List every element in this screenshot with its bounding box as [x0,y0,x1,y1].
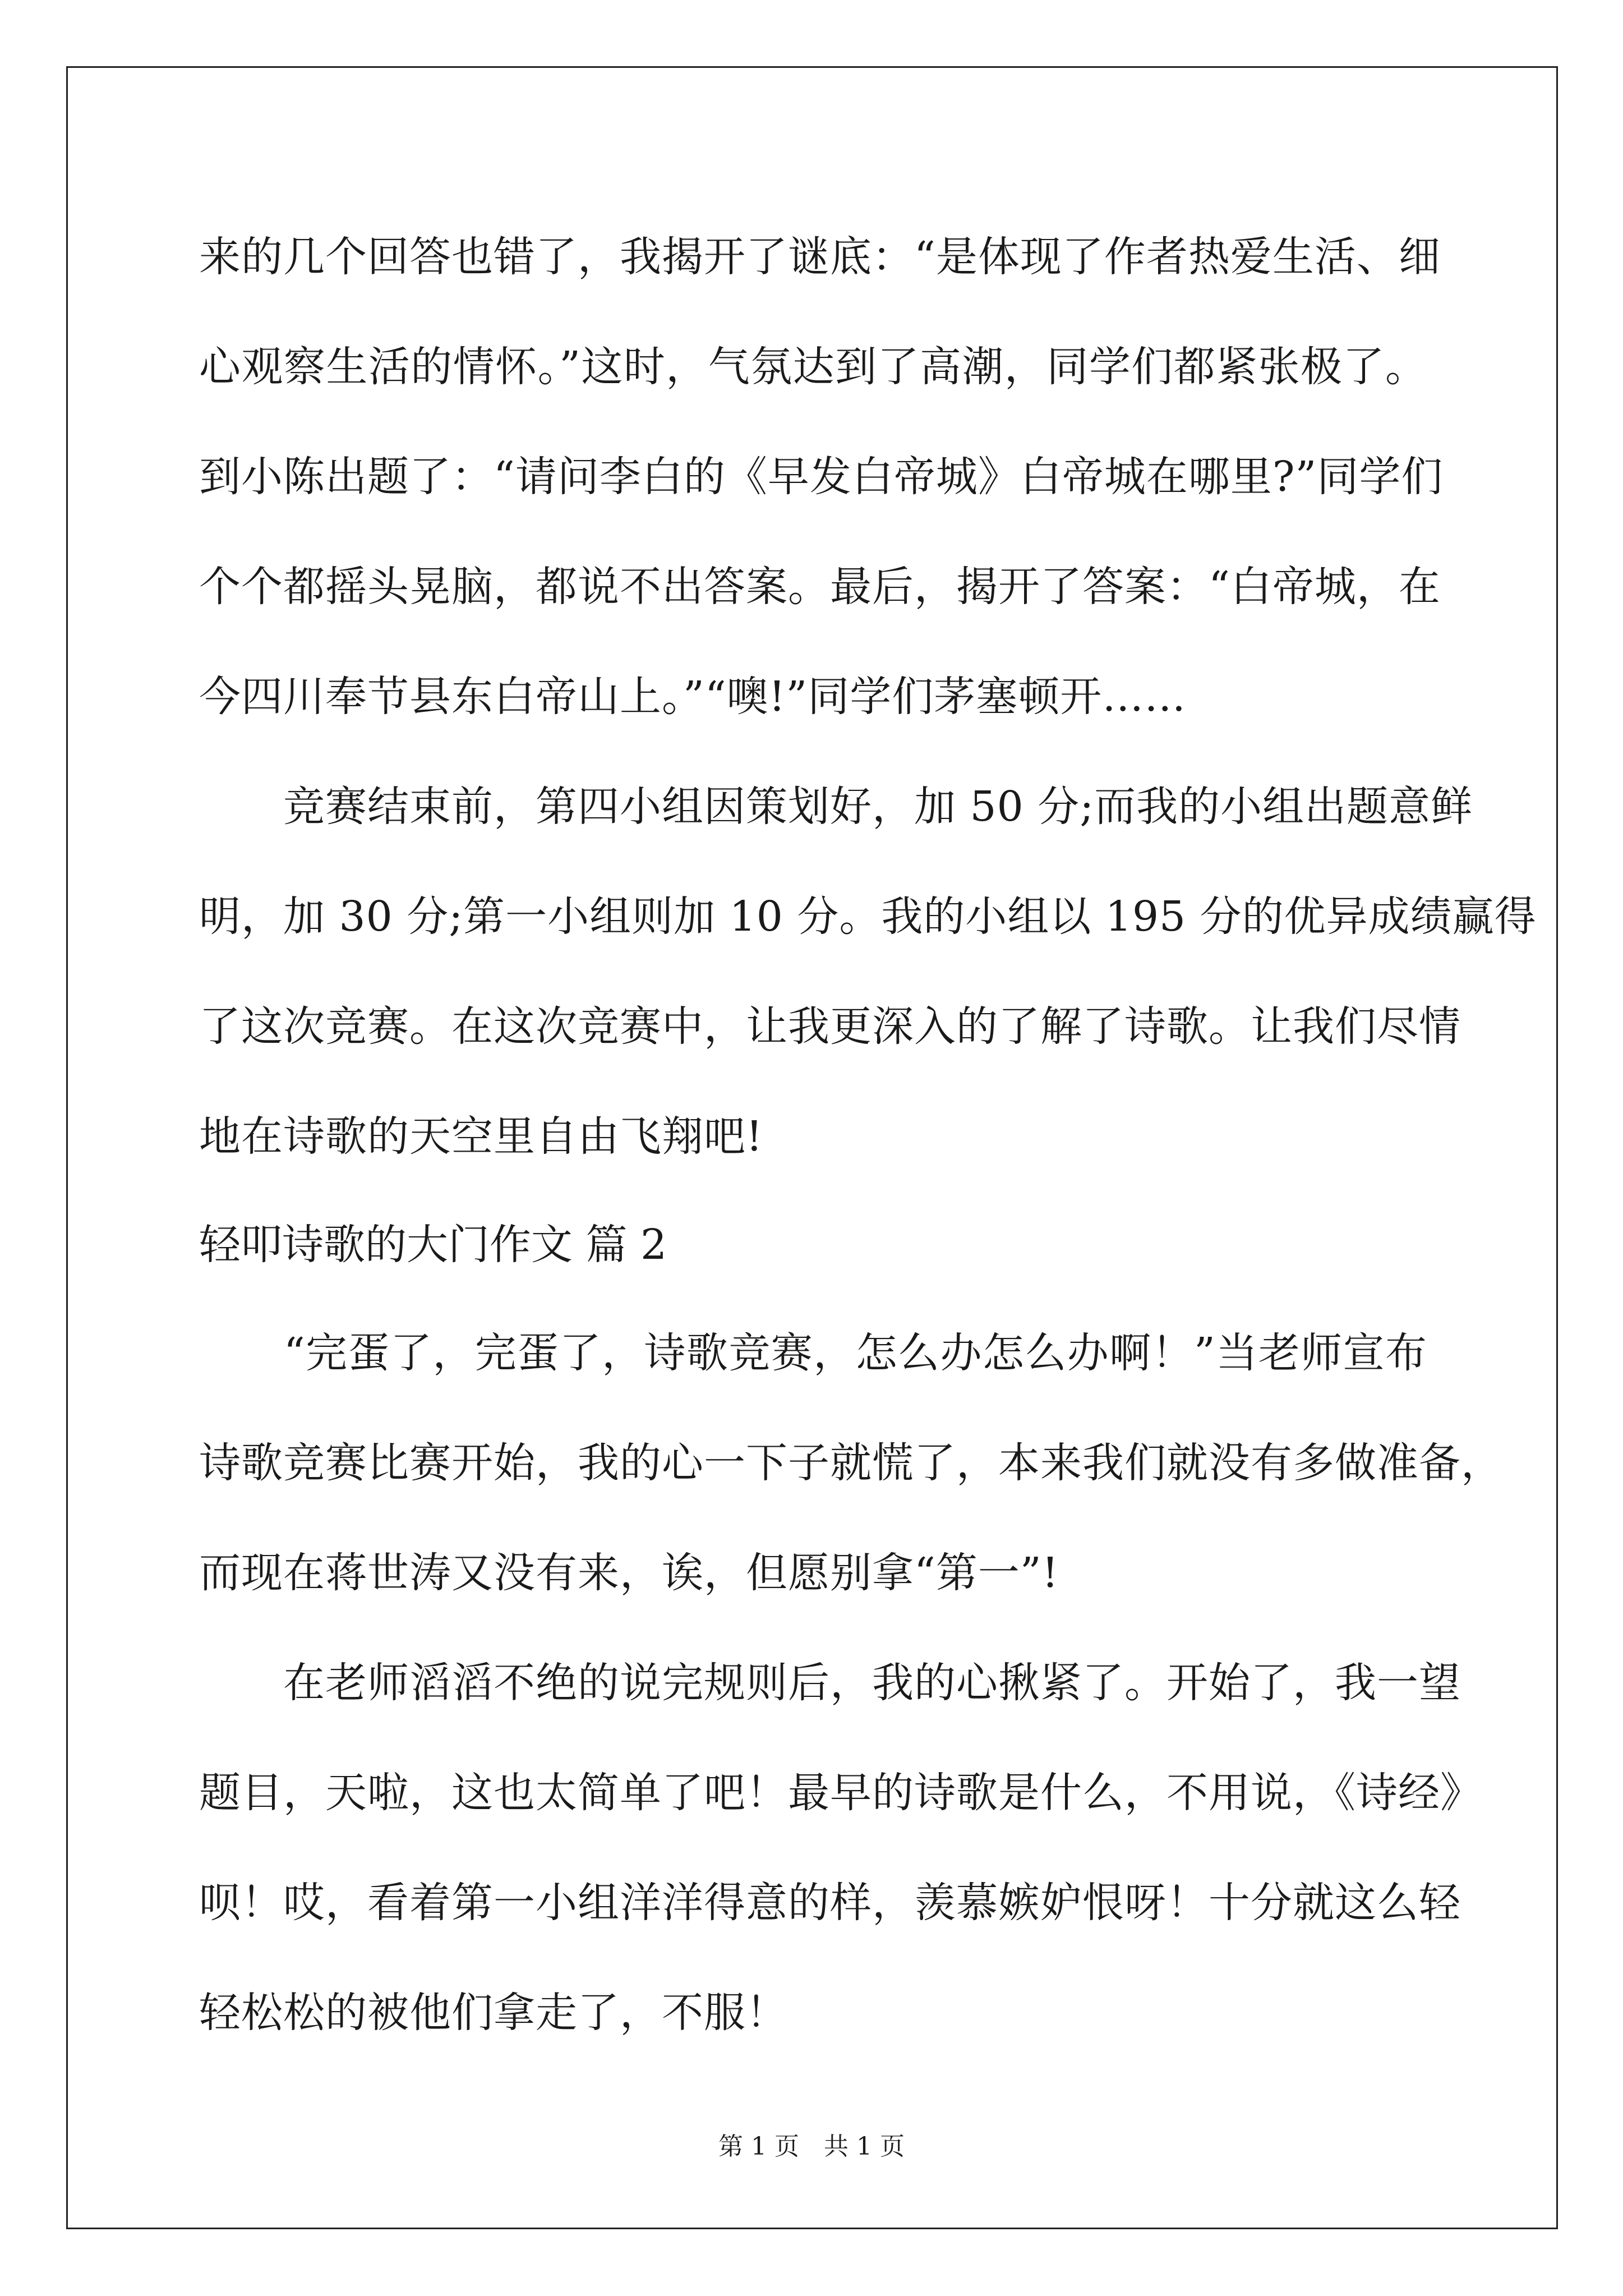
paragraph-line: 而现在蒋世涛又没有来，诶，但愿别拿“第一”! [199,1549,1059,1597]
paragraph-line: 竞赛结束前，第四小组因策划好，加 50 分;而我的小组出题意鲜 [199,783,1473,831]
paragraph-line: 呗！哎，看着第一小组洋洋得意的样，羡慕嫉妒恨呀！十分就这么轻 [199,1879,1461,1927]
paragraph-line: 到小陈出题了：“请问李白的《早发白帝城》白帝城在哪里?”同学们 [199,453,1444,501]
paragraph-line: 了这次竞赛。在这次竞赛中，让我更深入的了解了诗歌。让我们尽情 [199,1002,1461,1051]
paragraph-line: 来的几个回答也错了，我揭开了谜底：“是体现了作者热爱生活、细 [199,233,1441,281]
page-footer: 第 1 页 共 1 页 [718,2132,905,2161]
paragraph-line: 心观察生活的情怀。”这时，气氛达到了高潮，同学们都紧张极了。 [199,343,1427,391]
paragraph-line: 今四川奉节县东白帝山上。”“噢!”同学们茅塞顿开…… [199,673,1187,721]
paragraph-line: 明，加 30 分;第一小组则加 10 分。我的小组以 195 分的优异成绩赢得 [199,892,1537,941]
paragraph-line: 诗歌竞赛比赛开始，我的心一下子就慌了，本来我们就没有多做准备， [199,1439,1503,1487]
section-heading: 轻叩诗歌的大门作文 篇 2 [199,1221,667,1269]
paragraph-line: 个个都摇头晃脑，都说不出答案。最后，揭开了答案：“白帝城，在 [199,563,1441,611]
paragraph-line: 在老师滔滔不绝的说完规则后，我的心揪紧了。开始了，我一望 [199,1659,1461,1707]
paragraph-line: “完蛋了，完蛋了，诗歌竞赛，怎么办怎么办啊！”当老师宣布 [199,1329,1427,1377]
document-body [199,202,1537,2068]
paragraph-line: 题目，天啦，这也太简单了吧！最早的诗歌是什么，不用说，《诗经》 [199,1769,1482,1817]
paragraph-line: 轻松松的被他们拿走了，不服！ [199,1989,788,2037]
paragraph-line: 地在诗歌的天空里自由飞翔吧! [199,1112,763,1161]
